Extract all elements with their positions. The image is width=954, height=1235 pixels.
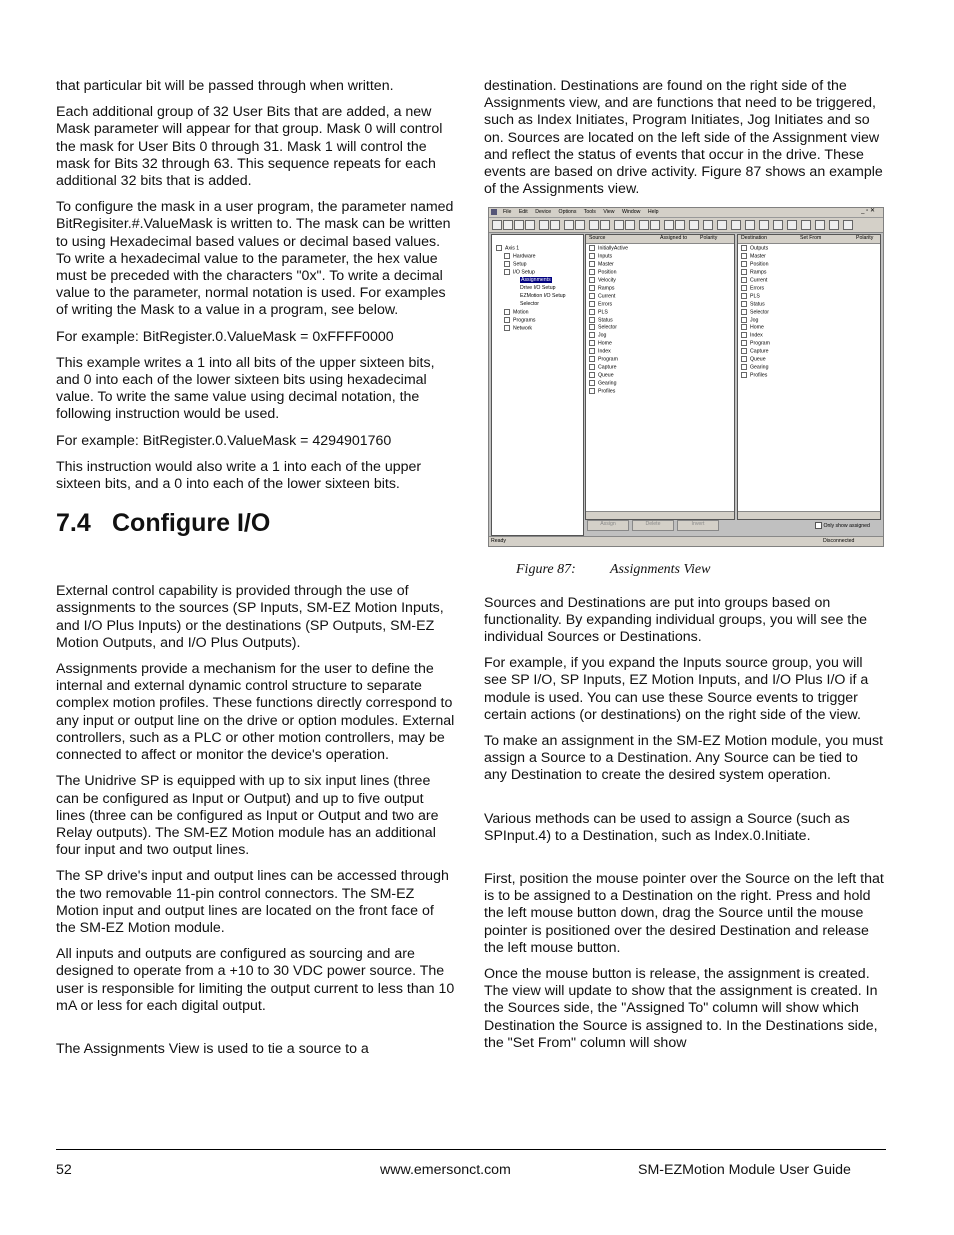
expand-icon[interactable] bbox=[741, 269, 747, 275]
list-item-label: Errors bbox=[750, 285, 765, 292]
paragraph: Various methods can be used to assign a Source (such as SPInput.4) to a Destination, such as Index.0.Initiate. bbox=[484, 810, 850, 844]
expand-icon[interactable] bbox=[589, 277, 595, 283]
tree-pane bbox=[491, 234, 584, 536]
list-item[interactable] bbox=[589, 388, 615, 396]
window-controls-icon[interactable]: _ ▫ ✕ bbox=[861, 208, 875, 215]
panel-icon[interactable] bbox=[731, 220, 741, 230]
list-item-label: Outputs bbox=[750, 245, 769, 252]
expand-icon[interactable] bbox=[589, 253, 595, 259]
list-item-label: Profiles bbox=[598, 387, 616, 394]
expand-icon[interactable] bbox=[504, 261, 510, 267]
list-item-label: Queue bbox=[750, 356, 766, 363]
footer-rule bbox=[56, 1149, 886, 1150]
list-item-label: Status bbox=[750, 301, 765, 308]
tree-item-assignments[interactable]: Assignments bbox=[521, 277, 551, 284]
list-item-label: Program bbox=[598, 356, 618, 363]
print-icon[interactable] bbox=[525, 220, 535, 230]
compile-icon[interactable] bbox=[639, 220, 649, 230]
list-item-label: Master bbox=[598, 261, 614, 268]
paragraph: This example writes a 1 into all bits of the upper sixteen bits, and 0 into each of the lower sixteen bits using hexadecimal value. To write the same value using decimal notation, the following instruction would be used. bbox=[56, 354, 435, 423]
menu-edit[interactable]: Edit bbox=[518, 209, 528, 216]
expand-icon[interactable] bbox=[589, 380, 595, 386]
list-item-label: Current bbox=[598, 293, 616, 300]
expand-icon[interactable] bbox=[504, 317, 510, 323]
paragraph: The Assignments View is used to tie a source to a bbox=[56, 1040, 369, 1057]
cut-icon[interactable] bbox=[539, 220, 549, 230]
tree-item-ezmotion-io-setup[interactable]: EZMotion I/O Setup bbox=[520, 293, 566, 300]
expand-icon[interactable] bbox=[504, 309, 510, 315]
expand-icon[interactable] bbox=[741, 245, 747, 251]
expand-icon[interactable] bbox=[589, 332, 595, 338]
run-icon[interactable] bbox=[650, 220, 660, 230]
tree-item-programs[interactable]: Programs bbox=[513, 317, 536, 324]
sources-header bbox=[586, 235, 734, 244]
list-item-label: Home bbox=[598, 340, 612, 347]
paragraph: Once the mouse button is release, the assignment is created. The view will update to show that the assignment is created. In the Sources side, the "Assigned To" column will show which Destination the Source is assigned to. In the Destinations side, the "Set From" column will show bbox=[484, 966, 878, 1051]
sources-pane bbox=[585, 234, 735, 520]
tree-item-hardware[interactable]: Hardware bbox=[513, 253, 536, 260]
upload-icon[interactable] bbox=[589, 220, 599, 230]
checkbox-label: Only show assigned bbox=[823, 523, 870, 530]
options-icon[interactable] bbox=[801, 220, 811, 230]
paragraph: destination. Destinations are found on the right side of the Assignments view, and are functions that need to be triggered, such as Index Initiates, Program Initiates, Jog Initiates and so on. Sources are located on the left side of the Assignment view and reflect the status of events that occur in the drive. These events are based on drive activity. Figure 87 shows an example of the Assignments view. bbox=[484, 78, 883, 198]
connect-icon[interactable] bbox=[564, 220, 574, 230]
right-column bbox=[484, 78, 884, 1061]
download-icon[interactable] bbox=[600, 220, 610, 230]
expand-icon[interactable] bbox=[741, 277, 747, 283]
list-item-label: Gearing bbox=[750, 364, 769, 371]
list-item-label: Index bbox=[750, 332, 763, 339]
connection-status: Disconnected bbox=[823, 538, 855, 545]
list-item-label: Selector bbox=[598, 324, 618, 331]
list-item-label: Capture bbox=[598, 364, 617, 371]
copy-icon[interactable] bbox=[550, 220, 560, 230]
status-bar bbox=[489, 536, 883, 546]
paragraph: For example: BitRegister.0.ValueMask = 0xFFFF0000 bbox=[56, 328, 394, 345]
expand-icon[interactable] bbox=[589, 348, 595, 354]
app-icon bbox=[491, 209, 497, 215]
expand-icon[interactable] bbox=[741, 324, 747, 330]
open-icon[interactable] bbox=[503, 220, 513, 230]
footer-guide-title: SM-EZMotion Module User Guide bbox=[638, 1162, 851, 1178]
tree-item-network[interactable]: Network bbox=[513, 325, 533, 332]
expand-icon[interactable] bbox=[589, 245, 595, 251]
list-item-label: Ramps bbox=[598, 285, 615, 292]
expand-icon[interactable] bbox=[741, 356, 747, 362]
expand-icon[interactable] bbox=[589, 261, 595, 267]
menu-view[interactable]: View bbox=[603, 209, 615, 216]
list-item-label: InitiallyActive bbox=[598, 245, 628, 252]
list-item[interactable] bbox=[741, 372, 767, 380]
paragraph: First, position the mouse pointer over the Source on the left that is to be assigned to a Destination on the right. Press and hold the left mouse button down, drag the Source until the mouse pointer is positioned over the desired Destination and release the left mouse button. bbox=[484, 871, 884, 956]
paragraph: Assignments provide a mechanism for the user to define the internal and external dynamic control structure to separate complex motion profiles. These functions directly correspond to any input or output line on the drive or option modules. External controllers, such as a PLC or other motion controllers, may be connected to affect or monitor the device's operation. bbox=[56, 661, 455, 764]
diagnostics-icon[interactable] bbox=[773, 220, 783, 230]
tree-item-selector[interactable]: Selector bbox=[520, 301, 540, 308]
grid-icon[interactable] bbox=[717, 220, 727, 230]
column-header[interactable]: Destination bbox=[741, 235, 767, 242]
expand-icon[interactable] bbox=[589, 285, 595, 291]
list-item-label: Queue bbox=[598, 372, 614, 379]
list-item-label: Errors bbox=[598, 301, 613, 308]
paragraph: For example: BitRegister.0.ValueMask = 4294901760 bbox=[56, 432, 392, 449]
scope-icon[interactable] bbox=[787, 220, 797, 230]
paragraph: To configure the mask in a user program, the parameter named BitRegisiter.#.ValueMask is written to. The mask can be written to using Hexadecimal based values or decimal based values. To write a hexadecimal value to the parameter, the hex value must be preceded with the characters "0x". To write a decimal value to the parameter, normal notation is used. For examples of writing the Mask to a value in a program, see below. bbox=[56, 199, 454, 319]
context-help-icon[interactable] bbox=[829, 220, 839, 230]
expand-icon[interactable] bbox=[741, 364, 747, 370]
paragraph: This instruction would also write a 1 into each of the upper sixteen bits, and a 0 into each of the lower sixteen bits. bbox=[56, 458, 422, 493]
collapse-icon[interactable] bbox=[496, 245, 502, 251]
tree-item-axis[interactable]: Axis 1 bbox=[505, 245, 520, 252]
list-item-label: Current bbox=[750, 277, 768, 284]
menu-options[interactable]: Options bbox=[558, 209, 577, 216]
section-number: 7.4 bbox=[56, 509, 91, 538]
paragraph: To make an assignment in the SM-EZ Motion module, you must assign a Source to a Destination. Any Source can be tied to any Destination to create the desired system operation. bbox=[484, 733, 884, 784]
list-item-label: Profiles bbox=[750, 372, 768, 379]
expand-icon[interactable] bbox=[741, 293, 747, 299]
expand-icon[interactable] bbox=[589, 293, 595, 299]
spacer bbox=[484, 854, 884, 871]
expand-icon[interactable] bbox=[741, 372, 747, 378]
expand-icon[interactable] bbox=[589, 269, 595, 275]
list-item-label: Capture bbox=[750, 348, 769, 355]
expand-icon[interactable] bbox=[589, 364, 595, 370]
expand-icon[interactable] bbox=[741, 309, 747, 315]
watch-icon[interactable] bbox=[703, 220, 713, 230]
expand-icon[interactable] bbox=[741, 317, 747, 323]
menu-file[interactable]: File bbox=[503, 209, 512, 216]
list-item-label: Velocity bbox=[598, 277, 616, 284]
page-number: 52 bbox=[56, 1162, 72, 1178]
destinations-header bbox=[738, 235, 880, 244]
column-header[interactable]: Assigned to bbox=[660, 235, 688, 242]
list-item-label: Program bbox=[750, 340, 770, 347]
exit-icon[interactable] bbox=[843, 220, 853, 230]
list-item-label: Position bbox=[598, 269, 617, 276]
spacer bbox=[484, 794, 884, 811]
status-text: Ready bbox=[491, 538, 506, 545]
delete-button[interactable]: Delete bbox=[632, 520, 674, 531]
expand-icon[interactable] bbox=[741, 332, 747, 338]
expand-icon[interactable] bbox=[589, 324, 595, 330]
section-title: Configure I/O bbox=[112, 509, 271, 538]
paragraph: All inputs and outputs are configured as sourcing and are designed to operate from a +10 to 30 VDC power source. The user is responsible for limiting the output current to less than 10 mA or less for each digital output. bbox=[56, 946, 455, 1014]
invert-button[interactable]: Invert bbox=[677, 520, 719, 531]
figure-caption bbox=[516, 561, 884, 578]
list-item-label: PLS bbox=[750, 293, 760, 300]
section-heading bbox=[56, 508, 456, 538]
expand-icon[interactable] bbox=[589, 388, 595, 394]
expand-icon[interactable] bbox=[589, 340, 595, 346]
toolbar bbox=[489, 218, 883, 233]
expand-icon[interactable] bbox=[589, 309, 595, 315]
only-show-assigned-option[interactable] bbox=[815, 522, 870, 531]
expand-icon[interactable] bbox=[741, 261, 747, 267]
tree-item-drive-io-setup[interactable]: Drive I/O Setup bbox=[520, 285, 556, 292]
expand-icon[interactable] bbox=[741, 253, 747, 259]
list-item-label: Master bbox=[750, 253, 766, 260]
save-icon[interactable] bbox=[514, 220, 524, 230]
horizontal-scrollbar[interactable] bbox=[586, 511, 734, 519]
expand-icon[interactable] bbox=[589, 317, 595, 323]
list-item-label: Position bbox=[750, 261, 769, 268]
list-item-label: Index bbox=[598, 348, 611, 355]
horizontal-scrollbar[interactable] bbox=[738, 511, 880, 519]
footer-url[interactable]: www.emersonct.com bbox=[380, 1162, 511, 1178]
paragraph: The SP drive's input and output lines can be accessed through the two removable 11-pin control connectors. The SM-EZ Motion input and output lines are located on the front face of the SM-EZ Motion module. bbox=[56, 868, 449, 936]
expand-icon[interactable] bbox=[741, 301, 747, 307]
expand-icon[interactable] bbox=[741, 348, 747, 354]
expand-icon[interactable] bbox=[589, 372, 595, 378]
collapse-icon[interactable] bbox=[504, 269, 510, 275]
home-icon[interactable] bbox=[664, 220, 674, 230]
spacer bbox=[56, 1024, 456, 1041]
column-header[interactable]: Source bbox=[589, 235, 606, 242]
destinations-pane bbox=[737, 234, 881, 520]
stop-icon[interactable] bbox=[614, 220, 624, 230]
list-item-label: Ramps bbox=[750, 269, 767, 276]
paragraph: The Unidrive SP is equipped with up to six input lines (three can be configured as Input or Output) and up to five output lines (three can be configured as Input or Output and two are Relay outputs). The SM-EZ Motion module has an additional four input and two output lines. bbox=[56, 773, 439, 859]
paragraph: For example, if you expand the Inputs source group, you will see SP I/O, SP Inputs, EZ Motion Inputs, and I/O Plus I/O if a module is used. You can use these Source events to trigger certain actions (or destinations) on the right side of the view. bbox=[484, 655, 869, 723]
menu-window[interactable]: Window bbox=[621, 209, 641, 216]
graph-icon[interactable] bbox=[745, 220, 755, 230]
list-item-label: Selector bbox=[750, 308, 770, 315]
expand-icon[interactable] bbox=[589, 301, 595, 307]
tree-item-motion[interactable]: Motion bbox=[513, 309, 529, 316]
tree-item-io-setup[interactable]: I/O Setup bbox=[513, 269, 535, 276]
menu-help[interactable]: Help bbox=[647, 209, 659, 216]
disconnect-icon[interactable] bbox=[575, 220, 585, 230]
list-item-label: Jog bbox=[750, 316, 759, 323]
new-icon[interactable] bbox=[492, 220, 502, 230]
list-item-label: Jog bbox=[598, 332, 607, 339]
list-item-label: Inputs bbox=[598, 253, 613, 260]
help-about-icon[interactable] bbox=[815, 220, 825, 230]
paragraph: Sources and Destinations are put into groups based on functionality. By expanding individual groups, you will see the individual Sources or Destinations. bbox=[484, 594, 868, 646]
figure-title: Assignments View bbox=[610, 562, 711, 578]
menu-bar bbox=[489, 208, 883, 218]
assignments-view-screenshot bbox=[488, 207, 884, 547]
menu-tools[interactable]: Tools bbox=[583, 209, 596, 216]
column-header[interactable]: Set From bbox=[800, 235, 822, 242]
checkbox[interactable] bbox=[815, 522, 822, 529]
list-item-label: PLS bbox=[598, 308, 608, 315]
figure-label: Figure 87: bbox=[516, 562, 576, 578]
list-item-label: Home bbox=[750, 324, 764, 331]
tree-item-setup[interactable]: Setup bbox=[513, 261, 527, 268]
index-icon[interactable] bbox=[689, 220, 699, 230]
expand-icon[interactable] bbox=[741, 340, 747, 346]
update-icon[interactable] bbox=[625, 220, 635, 230]
jog-icon[interactable] bbox=[675, 220, 685, 230]
list-item-label: Status bbox=[598, 316, 613, 323]
paragraph: External control capability is provided through the use of assignments to the sources (SP Inputs, SM-EZ Motion Inputs, and I/O Plus Inputs) or the destinations (SP Outputs, SM-EZ Motion Outputs, and I/O Plus Outputs). bbox=[56, 583, 444, 651]
column-header[interactable]: Polarity bbox=[700, 235, 718, 242]
expand-icon[interactable] bbox=[589, 356, 595, 362]
expand-icon[interactable] bbox=[504, 253, 510, 259]
list-item-label: Gearing bbox=[598, 380, 617, 387]
paragraph: that particular bit will be passed through when written. bbox=[56, 78, 394, 94]
status-icon[interactable] bbox=[759, 220, 769, 230]
expand-icon[interactable] bbox=[504, 325, 510, 331]
column-header[interactable]: Polarity bbox=[856, 235, 874, 242]
paragraph: Each additional group of 32 User Bits that are added, a new Mask parameter will appear for that group. Mask 0 will control the mask for User Bits 0 through 31. Mask 1 will control the mask for Bits 32 through 63. This sequence repeats for each additional 32 bits that is added. bbox=[56, 104, 443, 190]
expand-icon[interactable] bbox=[741, 285, 747, 291]
assign-button[interactable]: Assign bbox=[587, 520, 629, 531]
menu-device[interactable]: Device bbox=[535, 209, 552, 216]
left-column bbox=[56, 78, 456, 1067]
